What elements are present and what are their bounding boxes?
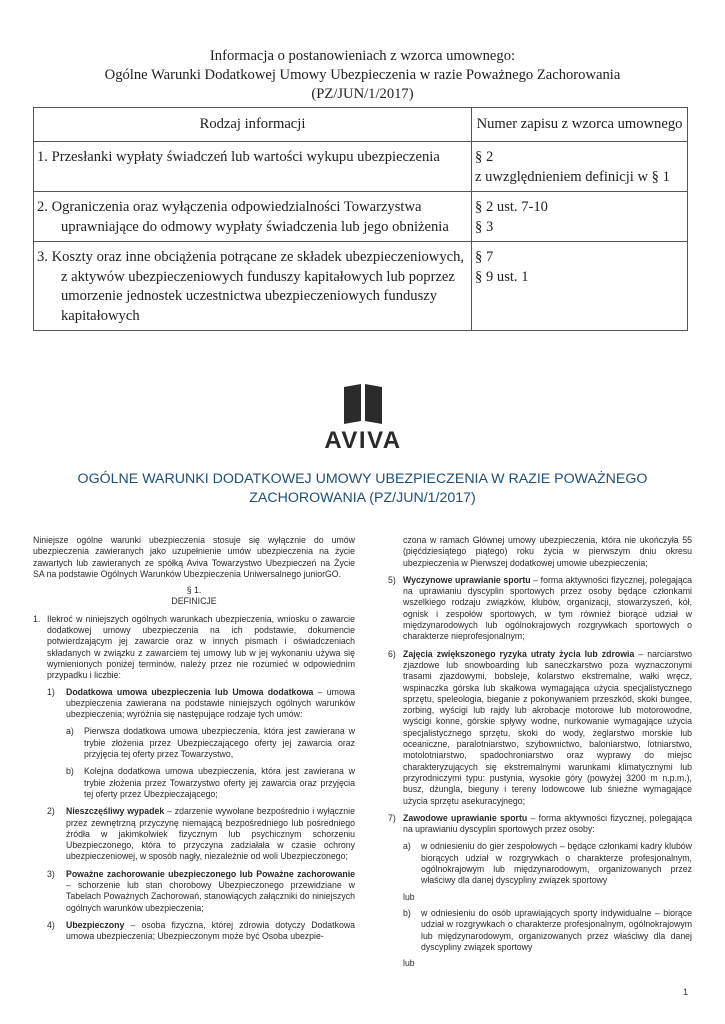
column-header-ref: Numer zapisu z wzorca umownego	[472, 108, 688, 142]
info-line: umorzenie jednostek uczestnictwa ubezpieczeniowych funduszy	[61, 288, 438, 304]
definition-marker: 6)	[388, 648, 396, 659]
definition-term: Ubezpieczony	[66, 919, 125, 930]
subitem-text: w odniesieniu do osób uprawiających sporty indywidualne – biorące udział w rozgrywkach o charakterze profesjonalnym, ogólnokrajowym lub międzynarodowym, organizowanych przez właściwy dla danej dyscypliny związek sportowy	[421, 907, 692, 952]
ref-line: § 2 ust. 7-10	[475, 199, 548, 215]
ref-line: § 2	[475, 149, 494, 165]
aviva-mark-icon	[344, 384, 382, 424]
ref-cell	[472, 142, 688, 192]
definition-marker: 1)	[47, 686, 55, 697]
logo-text: AVIVA	[324, 427, 402, 454]
definition-marker: 7)	[388, 812, 396, 823]
section-number: § 1.	[186, 585, 202, 596]
definition-text: – zdarzenie wywołane bezpośrednio i wyłącznie przez zewnętrzną przyczynę niemającą bezpośredniego lub pośredniego źródła w jakimkolwiek fizycznym lub psychicznym schorzeniu Ubezpieczonego, która to przyczyna zadziałała w czasie ochrony ubezpieczeniowej, w sposób nagły, niezależnie od woli Ubezpieczonego;	[66, 806, 355, 862]
definition-marker: 5)	[388, 574, 396, 585]
info-line: kapitałowych	[61, 307, 140, 324]
right-column	[388, 535, 692, 969]
document-header	[0, 47, 725, 104]
table-header-row	[34, 108, 688, 142]
definition-term: Poważne zachorowanie ubezpieczonego lub Poważne zachorowanie	[66, 868, 355, 879]
info-cell	[34, 192, 472, 242]
title-line-2: ZACHOROWANIA (PZ/JUN/1/2017)	[249, 490, 476, 506]
ref-line: z uwzględnieniem definicji w § 1	[475, 168, 670, 185]
definition-item	[388, 575, 692, 643]
info-cell	[34, 242, 472, 331]
ref-cell	[472, 242, 688, 331]
section-title: DEFINICJE	[171, 596, 217, 607]
definition-subitem	[66, 726, 355, 760]
page-number: 1	[683, 987, 689, 997]
definition-item	[388, 649, 692, 807]
paragraph-text: Ilekroć w niniejszych ogólnych warunkach ubezpieczenia, wniosku o zawarcie dodatkowej umowy ubezpieczenia na ich podstawie, dokumencie potwierdzającym jej zawarcie oraz w innych pismach i oświadczeniach składanych w związku z zawarciem tej umowy lub w jej wykonaniu używa się wymienionych poniżej terminów, należy przez nie rozumieć w odpowiednim przypadku i liczbie:	[47, 613, 355, 681]
ref-line: § 7	[475, 249, 494, 265]
title-line-1: OGÓLNE WARUNKI DODATKOWEJ UMOWY UBEZPIECZENIA W RAZIE POWAŻNEGO	[77, 471, 648, 487]
table-row	[34, 192, 688, 242]
column-header-info: Rodzaj informacji	[34, 108, 472, 142]
definition-term: Wyczynowe uprawianie sportu	[403, 574, 531, 585]
info-line: uprawniające do odmowy wypłaty świadczenia lub jego obniżenia	[61, 218, 449, 235]
document-title	[0, 470, 725, 508]
info-cell	[34, 142, 472, 192]
definition-item	[47, 806, 355, 862]
info-line: 2. Ograniczenia oraz wyłączenia odpowiedzialności Towarzystwa	[37, 199, 422, 215]
ref-line: § 3	[475, 218, 494, 235]
definition-text: – narciarstwo zjazdowe lub snowboarding lub saneczkarstwo poza wyznaczonymi trasami zjazdowymi, bobsleje, kolarstwo ekstremalne, wałki wręcz, wspinaczka górska lub skałkowa wymagająca użycia specjalistycznego sprzętu, speleologia, bieganie z pokonywaniem przeszkód, skoki bungee, zorbing, wyścigi lub rajdy lub akrobacje motorowe lub motorowodne, wyścigi konne, górskie spływy wodne, nurkowanie wymagające użycia specjalistycznego sprzętu, skoki do wody, żeglarstwo morskie lub oceaniczne, paralotniarstwo, szybownictwo, baloniarstwo, lotniarstwo, motolotniarstwo, spadochroniarstwo oraz wyprawy do miejsc charakteryzujących się ekstremalnymi warunkami klimatycznymi lub przyrodniczymi typu: pustynia, wysokie góry (powyżej 3200 m n.p.m.), busz, dżungla, bieguny i tereny lodowcowe lub śnieżne wymagające użycia sprzętu asekuracyjnego;	[403, 648, 693, 806]
subitem-marker: a)	[403, 841, 411, 852]
definition-marker: 4)	[47, 919, 55, 930]
table-row	[34, 142, 688, 192]
definition-text: – forma aktywności fizycznej, polegająca na uprawianiu dyscyplin sportowych przez osoby:	[403, 812, 692, 835]
connector-word: lub	[403, 958, 415, 969]
table-row	[34, 242, 688, 331]
aviva-logo	[317, 384, 409, 454]
definition-text: – schorzenie lub stan chorobowy Ubezpieczonego przewidziane w Tabelach Poważnych Zachorowań, stanowiących załączniki do niniejszych ogólnych warunków ubezpieczenia;	[66, 880, 355, 913]
ref-line: § 9 ust. 1	[475, 268, 529, 285]
subitem-marker: b)	[403, 907, 411, 918]
subitem-marker: a)	[66, 726, 74, 737]
subitem-marker: b)	[66, 766, 74, 777]
definition-marker: 3)	[47, 868, 55, 879]
subitem-text: Kolejna dodatkowa umowa ubezpieczenia, która jest zawierana w trybie złożenia przez Towarzystwo oferty jej zawarcia oraz przyjęcia tej oferty przez Ubezpieczającego;	[84, 766, 355, 799]
info-line: 3. Koszty oraz inne obciążenia potrącane ze składek ubezpieczeniowych,	[37, 249, 465, 265]
definition-term: Zajęcia zwiększonego ryzyka utraty życia lub zdrowia	[403, 648, 635, 659]
definition-text: – osoba fizyczna, której zdrowia dotyczy Dodatkowa umowa ubezpieczenia; Ubezpieczonym może być Osoba ubezpie-	[66, 919, 355, 942]
definition-item	[47, 920, 355, 943]
paragraph-1	[33, 614, 355, 682]
connector-word: lub	[403, 891, 415, 902]
definition-subitem	[66, 766, 355, 800]
definition-item	[388, 813, 692, 836]
definition-term: Zawodowe uprawianie sportu	[403, 812, 528, 823]
definition-marker: 2)	[47, 806, 55, 817]
definition-item	[47, 687, 355, 721]
definition-term: Nieszczęśliwy wypadek	[66, 806, 165, 817]
subitem-text: w odniesieniu do gier zespołowych – będące członkami kadry klubów biorących udział w rozgrywkach o charakterze profesjonalnym, ogólnokrajowym lub międzynarodowym, organizowanych przez właściwy dla danej dyscypliny związek sportowy	[421, 841, 692, 886]
subitem-text: Pierwsza dodatkowa umowa ubezpieczenia, która jest zawierana w trybie złożenia przez Ubezpieczającego oferty jej zawarcia oraz przyjęcia tej oferty przez Towarzystwo,	[84, 726, 355, 760]
info-line: z aktywów ubezpieczeniowych funduszy kapitałowych lub poprzez	[61, 268, 455, 285]
intro-paragraph: Niniejsze ogólne warunki ubezpieczenia stosuje się wyłącznie do umów ubezpieczenia zawieranych jako uzupełnienie umów ubezpieczenia na życie zawartych lub zawieranych ze spółką Aviva Towarzystwo Ubezpieczeń na Życie SA na podstawie Ogólnych Warunków Ubezpieczenia Uniwersalnego juniorGO.	[33, 535, 355, 579]
info-table	[33, 107, 688, 331]
definition-text: – umowa ubezpieczenia zawierana na podstawie niniejszych ogólnych warunków ubezpieczenia; wyróżnia się następujące rodzaje tych umów:	[66, 686, 356, 720]
header-line-3: (PZ/JUN/1/2017)	[311, 86, 414, 102]
left-column	[33, 535, 355, 943]
definition-subitem	[403, 908, 692, 953]
header-line-2: Ogólne Warunki Dodatkowej Umowy Ubezpieczenia w razie Poważnego Zachorowania	[104, 67, 621, 83]
definition-subitem	[403, 841, 692, 886]
paragraph-marker: 1.	[33, 613, 41, 624]
header-line-1: Informacja o postanowieniach z wzorca umownego:	[209, 48, 516, 64]
definition-term: Dodatkowa umowa ubezpieczenia lub Umowa dodatkowa	[66, 686, 314, 697]
continued-paragraph: czona w ramach Głównej umowy ubezpieczenia, która nie ukończyła 55 (pięćdziesiątego piątego) roku życia w pierwszym dniu okresu ubezpieczenia w Pierwszej dodatkowej umowie ubezpieczenia;	[403, 535, 692, 568]
definition-text: – forma aktywności fizycznej, polegająca na uprawianiu dyscyplin sportowych przez osoby będące członkami wszelkiego rodzaju związków, klubów, organizacji, stowarzyszeń, kół, ognisk i zespołów sportowych, w tym również biorące udział w międzynarodowych lub ogólnokrajowych rozgrywkach sportowych o charakterze nieprofesjonalnym;	[403, 574, 692, 642]
ref-cell	[472, 192, 688, 242]
info-line: 1. Przesłanki wypłaty świadczeń lub wartości wykupu ubezpieczenia	[37, 149, 440, 165]
definition-item	[47, 869, 355, 914]
